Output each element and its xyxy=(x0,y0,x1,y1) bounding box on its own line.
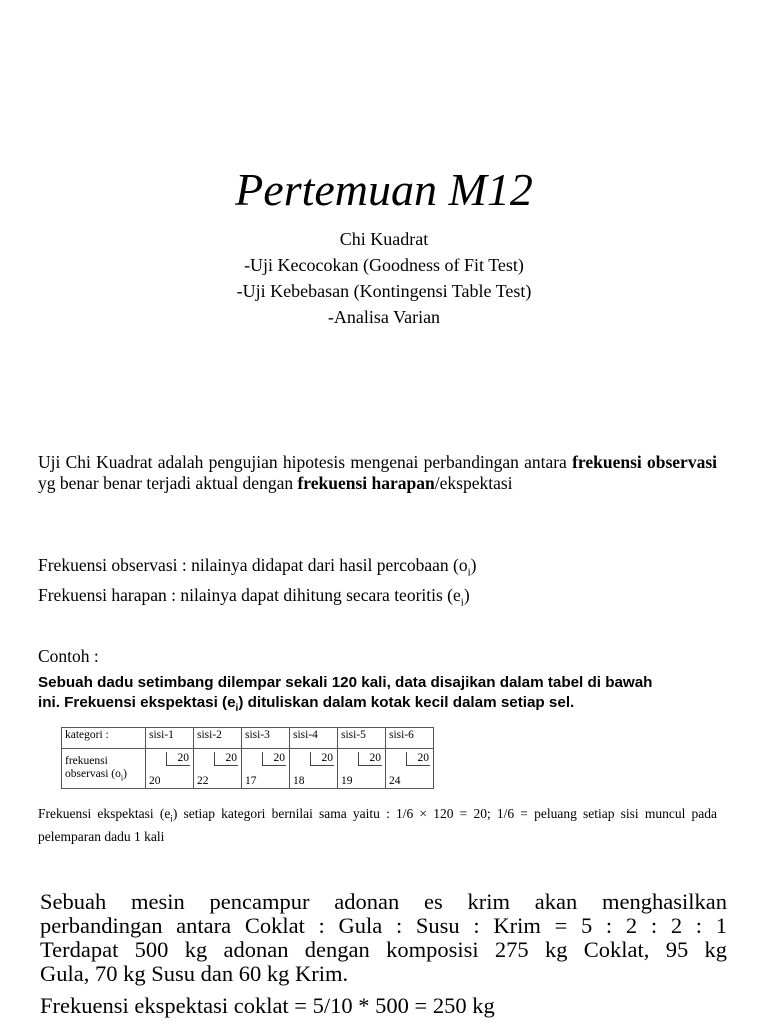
observed-frequency-value: 20 xyxy=(149,775,161,787)
example-line-2a: ini. Frekuensi ekspektasi (e xyxy=(38,694,236,711)
note-text-b: ) setiap kategori bernilai sama yaitu : 1/6 × 120 = 20; 1/6 = peluang setiap sisi muncul pada pelemparan dadu 1 kali xyxy=(38,806,718,844)
contoh-label: Contoh : xyxy=(38,646,99,666)
page-title: Pertemuan M12 xyxy=(235,164,533,215)
expected-frequency-box: 20 xyxy=(406,752,430,766)
table-row-label-line-1: frekuensi xyxy=(65,755,108,767)
observed-frequency-value: 17 xyxy=(245,775,257,787)
example-line-2-sub: i xyxy=(235,703,239,715)
intro-text-2: yg benar benar terjadi aktual dengan xyxy=(38,473,298,493)
table-header-row xyxy=(62,728,434,749)
expected-frequency-note xyxy=(38,805,717,845)
expected-frequency-box: 20 xyxy=(358,752,382,766)
intro-paragraph xyxy=(38,452,717,494)
table-header-cell: sisi-6 xyxy=(386,728,434,749)
subtitle-analisa-varian: -Analisa Varian xyxy=(327,307,441,327)
table-cell xyxy=(386,749,434,789)
table-header-cell: sisi-4 xyxy=(290,728,338,749)
table-header-cell: sisi-1 xyxy=(146,728,194,749)
definition-observasi-close: ) xyxy=(470,555,477,575)
example-line-2b: ) dituliskan dalam kotak kecil dalam setiap sel. xyxy=(238,694,575,711)
subtitle-chi-kuadrat: Chi Kuadrat xyxy=(339,229,429,249)
subtitle-uji-kebebasan: -Uji Kebebasan (Kontingensi Table Test) xyxy=(236,281,532,301)
definition-observasi-text: Frekuensi observasi : nilainya didapat dari hasil percobaan (o xyxy=(38,555,468,575)
intro-text-3: /ekspektasi xyxy=(434,473,513,493)
table-row-label-line-2: observasi (o xyxy=(65,768,121,780)
definition-observasi xyxy=(38,554,476,584)
problem-line-1: Sebuah mesin pencampur adonan es krim akan menghasilkan xyxy=(40,889,727,914)
table-row-label-sub: i xyxy=(120,773,124,783)
table-row-label xyxy=(62,749,146,789)
problem-line-2: perbandingan antara Coklat : Gula : Susu : Krim = 5 : 2 : 2 : 1 xyxy=(40,913,727,938)
definition-harapan-close: ) xyxy=(463,585,470,605)
table-header-cell: sisi-5 xyxy=(338,728,386,749)
intro-text-1: Uji Chi Kuadrat adalah pengujian hipotesis mengenai perbandingan antara xyxy=(38,452,567,472)
observed-frequency-value: 22 xyxy=(197,775,209,787)
expected-frequency-box: 20 xyxy=(310,752,334,766)
intro-bold-harapan: frekuensi harapan xyxy=(297,473,435,493)
problem-line-3: Terdapat 500 kg adonan dengan komposisi 275 kg Coklat, 95 kg xyxy=(40,937,727,962)
frequency-table xyxy=(61,727,434,789)
example-description xyxy=(38,673,717,719)
definition-observasi-sub: i xyxy=(467,566,471,579)
expected-frequency-box: 20 xyxy=(166,752,190,766)
table-header-cell: sisi-3 xyxy=(242,728,290,749)
table-header-label: kategori : xyxy=(62,728,146,749)
example-line-2 xyxy=(38,693,717,719)
intro-bold-observasi: frekuensi observasi xyxy=(572,452,718,472)
note-sub: i xyxy=(170,813,173,824)
table-header-cell: sisi-2 xyxy=(194,728,242,749)
expected-frequency-box: 20 xyxy=(214,752,238,766)
observed-frequency-value: 19 xyxy=(341,775,353,787)
subtitle-uji-kecocokan: -Uji Kecocokan (Goodness of Fit Test) xyxy=(244,255,524,275)
example-line-1: Sebuah dadu setimbang dilempar sekali 120 kali, data disajikan dalam tabel di bawah xyxy=(38,674,653,691)
subtitle-list xyxy=(0,226,768,330)
observed-frequency-value: 24 xyxy=(389,775,401,787)
table-cell xyxy=(194,749,242,789)
table-observed-row xyxy=(62,749,434,789)
table-cell xyxy=(338,749,386,789)
note-text-a: Frekuensi ekspektasi (e xyxy=(38,806,171,821)
table-cell xyxy=(242,749,290,789)
table-row-label-close: ) xyxy=(123,768,127,780)
table-cell xyxy=(146,749,194,789)
table-cell xyxy=(290,749,338,789)
expected-frequency-box: 20 xyxy=(262,752,286,766)
definition-harapan-text: Frekuensi harapan : nilainya dapat dihitung secara teoritis (e xyxy=(38,585,461,605)
problem-line-4: Gula, 70 kg Susu dan 60 kg Krim. xyxy=(40,961,349,986)
observed-frequency-value: 18 xyxy=(293,775,305,787)
problem-expected-coklat: Frekuensi ekspektasi coklat = 5/10 * 500 = 250 kg xyxy=(40,993,495,1018)
definition-harapan-sub: i xyxy=(460,596,464,609)
definition-harapan xyxy=(38,584,470,614)
